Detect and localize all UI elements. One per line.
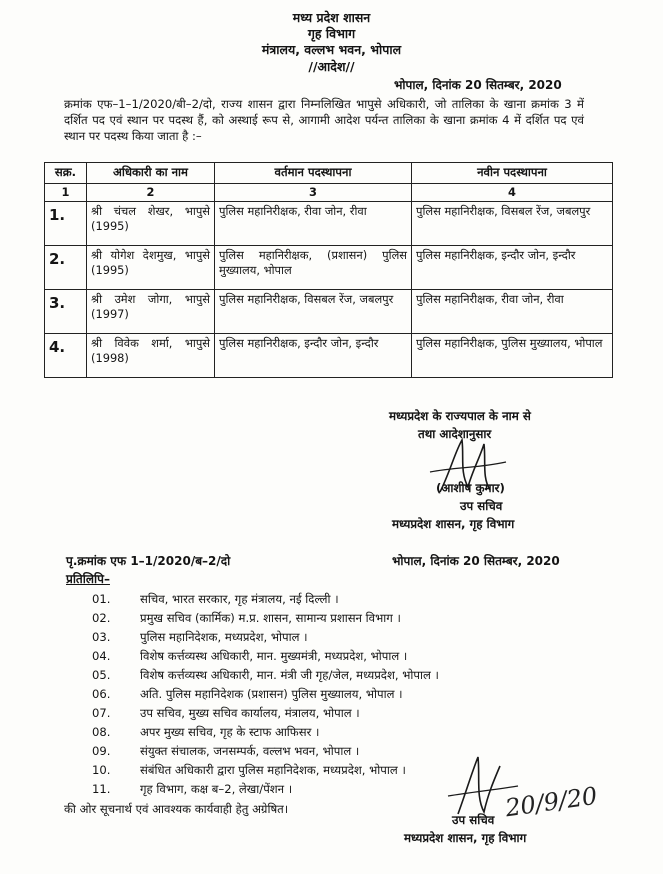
cc-num: 09. bbox=[92, 744, 111, 758]
header-address: मंत्रालय, वल्लभ भवन, भोपाल bbox=[261, 42, 402, 57]
copy-to-title: प्रतिलिपि– bbox=[66, 572, 110, 586]
cc-num: 07. bbox=[92, 706, 111, 720]
cell-new-posting: पुलिस महानिरीक्षक, विसबल रेंज, जबलपुर bbox=[412, 202, 613, 246]
sign2-department: मध्यप्रदेश शासन, गृह विभाग bbox=[404, 831, 527, 845]
endorse-closing: की ओर सूचनार्थ एवं आवश्यक कार्यवाही हेतु अग्रेषित। bbox=[64, 802, 289, 816]
cc-text: संबंधित अधिकारी द्वारा पुलिस महानिदेशक, मध्यप्रदेश, भोपाल । bbox=[140, 763, 406, 777]
cell-current-posting: पुलिस महानिरीक्षक, रीवा जोन, रीवा bbox=[215, 202, 412, 246]
handwritten-date: 20/9/20 bbox=[503, 781, 600, 823]
cell-new-posting: पुलिस महानिरीक्षक, पुलिस मुख्यालय, भोपाल bbox=[412, 334, 613, 378]
cc-num: 03. bbox=[92, 630, 111, 644]
cell-serial: 2. bbox=[45, 246, 87, 290]
list-item bbox=[92, 630, 308, 645]
cell-officer-name: श्री चंचल शेखर, भापुसे (1995) bbox=[87, 202, 215, 246]
cc-text: संयुक्त संचालक, जनसम्पर्क, वल्लभ भवन, भोपाल । bbox=[140, 744, 360, 758]
colnum: 1 bbox=[45, 184, 87, 202]
cell-serial: 1. bbox=[45, 202, 87, 246]
cc-text: गृह विभाग, कक्ष ब–2, लेखा/पेंशन । bbox=[140, 782, 293, 796]
header-department: गृह विभाग bbox=[307, 26, 356, 41]
cell-officer-name: श्री उमेश जोगा, भापुसे (1997) bbox=[87, 290, 215, 334]
cc-text: सचिव, भारत सरकार, गृह मंत्रालय, नई दिल्ली । bbox=[140, 592, 339, 606]
list-item bbox=[92, 611, 401, 626]
sign1-designation: उप सचिव bbox=[460, 499, 503, 513]
sign1-officer-name: (आशीष कुमार) bbox=[436, 481, 505, 495]
intro-paragraph: क्रमांक एफ–1–1/2020/बी–2/दो, राज्य शासन द्वारा निम्नलिखित भापुसे अधिकारी, जो तालिका के खाना क्रमांक 3 में दर्शित पद एवं स्थान पर पदस्थ हैं, को अस्थाई रूप से, आगामी आदेश पर्यन्त तालिका के खाना क्रमांक 4 में दर्शित पद एवं स्थान पर पदस्थ किया जाता है :– bbox=[64, 97, 584, 143]
list-item bbox=[92, 763, 406, 778]
cell-officer-name: श्री योगेश देशमुख, भापुसे (1995) bbox=[87, 246, 215, 290]
list-item bbox=[92, 649, 407, 664]
cc-num: 11. bbox=[92, 782, 111, 796]
header-order-title: //आदेश// bbox=[308, 59, 355, 74]
cc-text: विशेष कर्त्तव्यस्थ अधिकारी, मान. मुख्यमंत्री, मध्यप्रदेश, भोपाल । bbox=[140, 649, 408, 663]
colnum: 3 bbox=[215, 184, 412, 202]
header-place-date: भोपाल, दिनांक 20 सितम्बर, 2020 bbox=[394, 78, 562, 92]
table-row bbox=[45, 202, 613, 246]
cc-text: विशेष कर्त्तव्यस्थ अधिकारी, मान. मंत्री जी गृह/जेल, मध्यप्रदेश, भोपाल । bbox=[140, 668, 439, 682]
endorse-ref: पृ.क्रमांक एफ 1–1/2020/ब–2/दो bbox=[66, 554, 231, 568]
cc-num: 04. bbox=[92, 649, 111, 663]
table-colnum-row bbox=[45, 184, 613, 202]
cell-officer-name: श्री विवेक शर्मा, भापुसे (1998) bbox=[87, 334, 215, 378]
posting-table bbox=[44, 162, 613, 378]
cc-num: 02. bbox=[92, 611, 111, 625]
header-state: मध्य प्रदेश शासन bbox=[292, 10, 371, 25]
th-new-posting: नवीन पदस्थापना bbox=[412, 163, 613, 184]
th-officer-name: अधिकारी का नाम bbox=[87, 163, 215, 184]
sign2-designation: उप सचिव bbox=[452, 813, 495, 827]
list-item bbox=[92, 782, 292, 797]
cell-current-posting: पुलिस महानिरीक्षक, इन्दौर जोन, इन्दौर bbox=[215, 334, 412, 378]
cc-num: 10. bbox=[92, 763, 111, 777]
sign1-order-line: तथा आदेशानुसार bbox=[418, 427, 492, 441]
cc-text: पुलिस महानिदेशक, मध्यप्रदेश, भोपाल । bbox=[140, 630, 308, 644]
th-current-posting: वर्तमान पदस्थापना bbox=[215, 163, 412, 184]
cc-text: प्रमुख सचिव (कार्मिक) म.प्र. शासन, सामान्य प्रशासन विभाग । bbox=[140, 611, 401, 625]
cc-text: उप सचिव, मुख्य सचिव कार्यालय, मंत्रालय, भोपाल । bbox=[140, 706, 360, 720]
list-item bbox=[92, 687, 403, 702]
table-row bbox=[45, 334, 613, 378]
endorse-date: भोपाल, दिनांक 20 सितम्बर, 2020 bbox=[392, 554, 560, 568]
list-item bbox=[92, 744, 359, 759]
cc-text: अपर मुख्य सचिव, गृह के स्टाफ आफिसर । bbox=[140, 725, 320, 739]
cell-serial: 4. bbox=[45, 334, 87, 378]
table-row bbox=[45, 246, 613, 290]
list-item bbox=[92, 725, 319, 740]
cell-current-posting: पुलिस महानिरीक्षक, (प्रशासन) पुलिस मुख्यालय, भोपाल bbox=[215, 246, 412, 290]
cell-serial: 3. bbox=[45, 290, 87, 334]
cell-new-posting: पुलिस महानिरीक्षक, इन्दौर जोन, इन्दौर bbox=[412, 246, 613, 290]
cc-text: अति. पुलिस महानिदेशक (प्रशासन) पुलिस मुख्यालय, भोपाल । bbox=[140, 687, 403, 701]
th-serial: सक्र. bbox=[45, 163, 87, 184]
colnum: 4 bbox=[412, 184, 613, 202]
cell-new-posting: पुलिस महानिरीक्षक, रीवा जोन, रीवा bbox=[412, 290, 613, 334]
cc-num: 01. bbox=[92, 592, 111, 606]
sign1-department: मध्यप्रदेश शासन, गृह विभाग bbox=[392, 517, 515, 531]
table-header-row bbox=[45, 163, 613, 184]
list-item bbox=[92, 592, 339, 607]
table-row bbox=[45, 290, 613, 334]
sign1-governor-line: मध्यप्रदेश के राज्यपाल के नाम से bbox=[389, 409, 531, 423]
list-item bbox=[92, 668, 439, 683]
colnum: 2 bbox=[87, 184, 215, 202]
cc-num: 05. bbox=[92, 668, 111, 682]
list-item bbox=[92, 706, 360, 721]
cc-num: 06. bbox=[92, 687, 111, 701]
cc-num: 08. bbox=[92, 725, 111, 739]
cell-current-posting: पुलिस महानिरीक्षक, विसबल रेंज, जबलपुर bbox=[215, 290, 412, 334]
